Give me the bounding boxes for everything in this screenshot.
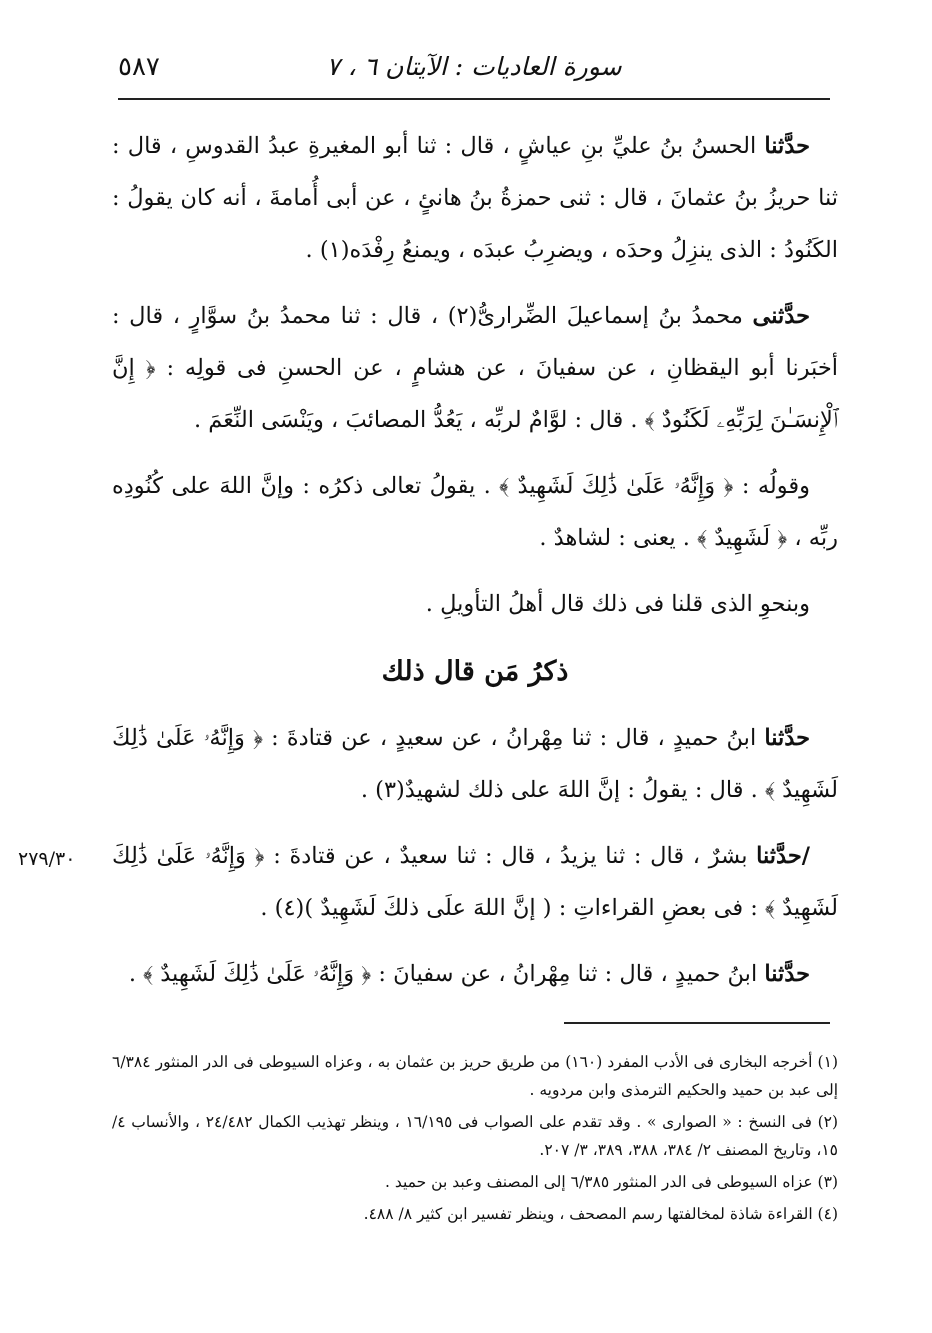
- page-header: [118, 48, 830, 100]
- footnote-separator: [564, 1022, 830, 1024]
- paragraph: [112, 578, 838, 630]
- page-number: ٥٨٧: [118, 52, 160, 82]
- paragraph: [112, 290, 838, 446]
- main-text: [112, 120, 838, 1014]
- paragraph: [112, 120, 838, 276]
- paragraph-lead: /حدَّثنا: [756, 843, 810, 869]
- paragraph-lead: حدَّثنا: [764, 133, 810, 159]
- footnote: (١) أخرجه البخارى فى الأدب المفرد (١٦٠) من طريق حريز بن عثمان به ، وعزاه السيوطى فى الدر المنثور ٦/٣٨٤ إلى عبد بن حميد والحكيم الترمذى وابن مردويه .: [112, 1053, 838, 1099]
- paragraph-text: ابنُ حميدٍ ، قال : ثنا مِهْرانُ ، عن سعيدٍ ، عن قتادةَ : ﴿ وَإِنَّهُۥ عَلَىٰ ذَٰلِكَ لَشَهِيدٌ ﴾ . قال : يقولُ : إنَّ اللهَ على ذلك لشهيدٌ(٣) .: [112, 725, 838, 803]
- paragraph-text: وقولُه : ﴿ وَإِنَّهُۥ عَلَىٰ ذَٰلِكَ لَشَهِيدٌ ﴾ . يقولُ تعالى ذكرُه : وإنَّ اللهَ على كُنُودِه ربِّه ، ﴿ لَشَهِيدٌ ﴾ . يعنى : لشاهدٌ .: [112, 473, 838, 551]
- paragraph-lead: حدَّثنا: [764, 725, 810, 751]
- running-title: سورة العاديات : الآيتان ٦ ، ٧: [326, 52, 622, 81]
- paragraph-text: وبنحوِ الذى قلنا فى ذلك قال أهلُ التأويلِ .: [425, 591, 810, 617]
- paragraph: [112, 948, 838, 1000]
- paragraph: [112, 712, 838, 816]
- paragraph: [112, 460, 838, 564]
- paragraph-text: محمدُ بنُ إسماعيلَ الضِّرارىُّ(٢) ، قال : ثنا محمدُ بنُ سوَّارٍ ، قال : أخبَرنا أبو اليقظانِ ، عن سفيانَ ، عن هشامٍ ، عن الحسنِ فى قولِه : ﴿ إِنَّ ٱلْإِنسَـٰنَ لِرَبِّهِۦ لَكَنُودٌ ﴾ . قال : لوَّامٌ لربِّه ، يَعُدُّ المصائبَ ، ويَنْسَى النِّعَمَ .: [112, 303, 838, 433]
- footnote: (٣) عزاه السيوطى فى الدر المنثور ٦/٣٨٥ إلى المصنف وعبد بن حميد .: [385, 1173, 838, 1191]
- paragraph: [112, 830, 838, 934]
- paragraph-lead: حدَّثنا: [764, 961, 810, 987]
- paragraph-text: ابنُ حميدٍ ، قال : ثنا مِهْرانُ ، عن سفيانَ : ﴿ وَإِنَّهُۥ عَلَىٰ ذَٰلِكَ لَشَهِيدٌ ﴾ .: [128, 961, 765, 987]
- paragraph-text: بشرٌ ، قال : ثنا يزيدُ ، قال : ثنا سعيدٌ ، عن قتادةَ : ﴿ وَإِنَّهُۥ عَلَىٰ ذَٰلِكَ لَشَهِيدٌ ﴾ : فى بعضِ القراءاتِ : ( إنَّ اللهَ علَى ذلكَ لَشَهِيدٌ )(٤) .: [112, 843, 838, 921]
- footnote: (٤) القراءة شاذة لمخالفتها رسم المصحف ، وينظر تفسير ابن كثير ٨/ ٤٨٨.: [363, 1205, 838, 1223]
- margin-reference: ٢٧٩/٣٠: [18, 848, 76, 870]
- section-heading: ذكرُ مَن قال ذلك: [381, 656, 569, 687]
- footnote: (٢) فى النسخ : « الصوارى » . وقد تقدم على الصواب فى ١٦/١٩٥ ، وينظر تهذيب الكمال ٢٤/٤٨٢ ، والأنساب ٤/ ١٥، وتاريخ المصنف ٢/ ٣٨٤، ٣٨٨، ٣٨٩، ٣/ ٢٠٧.: [112, 1113, 839, 1159]
- paragraph-lead: حدَّثنى: [752, 303, 811, 329]
- paragraph-text: الحسنُ بنُ عليِّ بنِ عياشٍ ، قال : ثنا أبو المغيرةِ عبدُ القدوسِ ، قال : ثنا حريزُ بنُ عثمانَ ، قال : ثنى حمزةُ بنُ هانئٍ ، عن أبى أُمامةَ ، أنه كان يقولُ : الكَنُودُ : الذى ينزِلُ وحدَه ، ويضرِبُ عبدَه ، ويمنعُ رِفْدَه(١) .: [112, 133, 838, 263]
- footnotes: [112, 1048, 838, 1232]
